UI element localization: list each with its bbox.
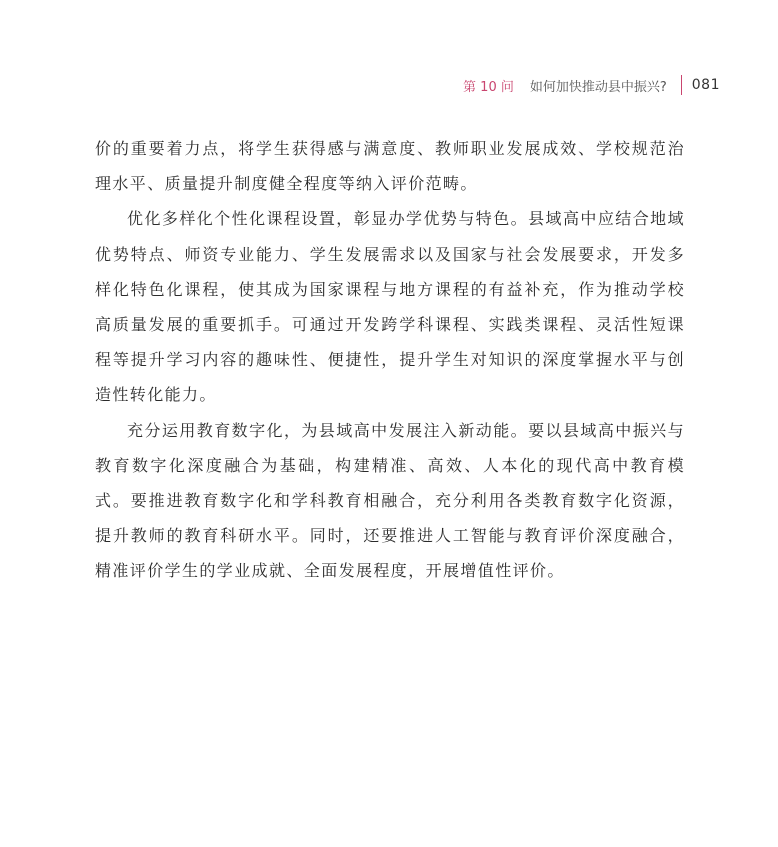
paragraph-continued: 价的重要着力点，将学生获得感与满意度、教师职业发展成效、学校规范治理水平、质量提升制度健全程度等纳入评价范畴。 <box>95 139 685 194</box>
paragraph-curriculum: 优化多样化个性化课程设置，彰显办学优势与特色。县域高中应结合地域优势特点、师资专业能力、学生发展需求以及国家与社会发展要求，开发多样化特色化课程，使其成为国家课程与地方课程的有益补充，作为推动学校高质量发展的重要抓手。可通过开发跨学科课程、实践类课程、灵活性短课程等提升学习内容的趣味性、便捷性，提升学生对知识的深度掌握水平与创造性转化能力。 <box>95 209 685 405</box>
chapter-title: 如何加快推动县中振兴? <box>529 79 667 95</box>
chapter-number: 第 10 问 <box>463 79 514 95</box>
running-header <box>463 74 720 96</box>
header-divider <box>681 75 682 95</box>
body-text <box>95 131 685 589</box>
paragraph-digitalization: 充分运用教育数字化，为县域高中发展注入新动能。要以县域高中振兴与教育数字化深度融合为基础，构建精准、高效、人本化的现代高中教育模式。要推进教育数字化和学科教育相融合，充分利用各类教育数字化资源，提升教师的教育科研水平。同时，还要推进人工智能与教育评价深度融合，精准评价学生的学业成就、全面发展程度，开展增值性评价。 <box>95 420 685 581</box>
page-number: 081 <box>691 77 720 93</box>
